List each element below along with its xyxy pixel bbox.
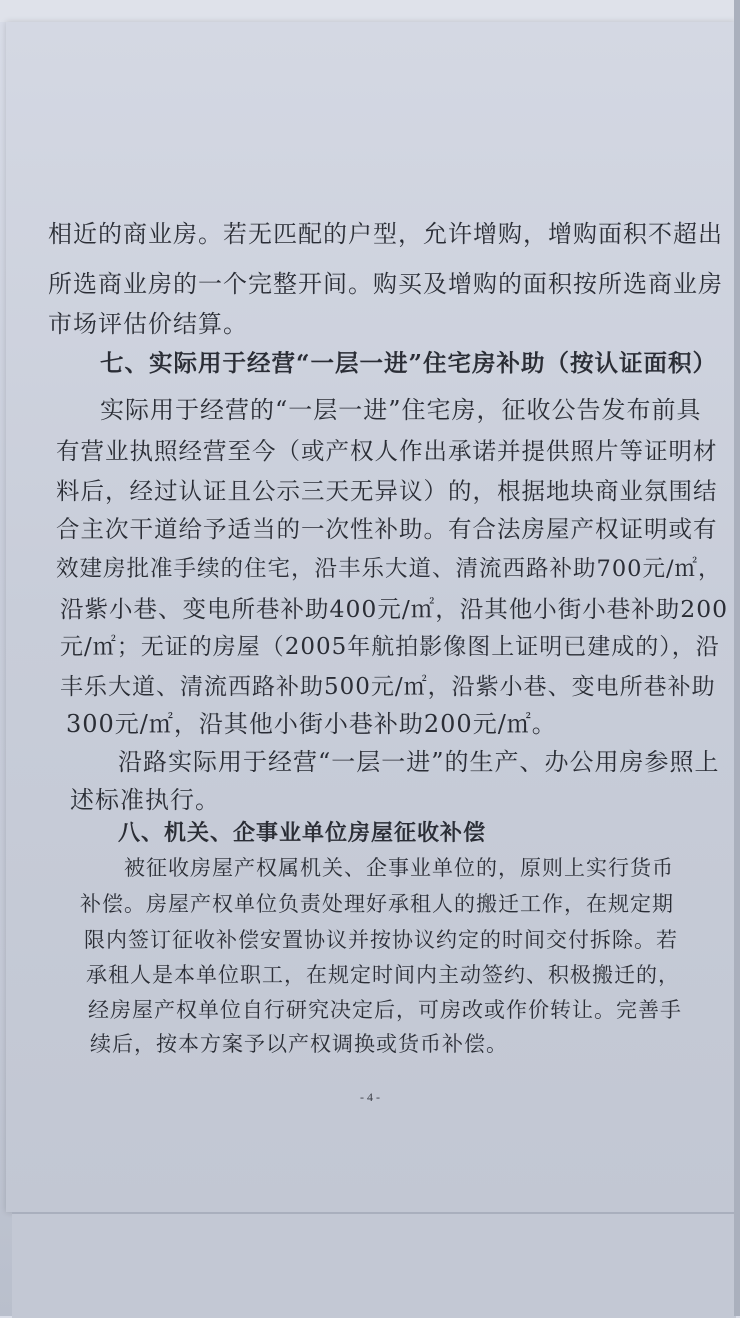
- body-line: 续后，按本方案予以产权调换或货币补偿。: [90, 1032, 508, 1056]
- body-line: 市场评估价结算。: [48, 310, 248, 338]
- body-line: 限内签订征收补偿安置协议并按协议约定的时间交付拆除。若: [84, 928, 678, 952]
- section-heading-8: 八、机关、企事业单位房屋征收补偿: [118, 820, 487, 846]
- section-heading-7: 七、实际用于经营“一层一进”住宅房补助（按认证面积）: [100, 349, 718, 377]
- body-line: 丰乐大道、清流西路补助500元/㎡，沿紫小巷、变电所巷补助: [60, 674, 716, 700]
- paper-top-edge: [0, 0, 740, 22]
- body-line: 效建房批准手续的住宅，沿丰乐大道、清流西路补助700元/㎡，: [56, 556, 722, 582]
- body-line: 述标准执行。: [70, 786, 220, 814]
- body-line: 300元/㎡，沿其他小街小巷补助200元/㎡。: [66, 710, 557, 738]
- body-line: 承租人是本单位职工，在规定时间内主动签约、积极搬迁的，: [86, 963, 680, 987]
- body-line: 元/㎡；无证的房屋（2005年航拍影像图上证明已建成的），沿: [60, 634, 720, 660]
- next-page-edge: [12, 1212, 736, 1318]
- body-line: 合主次干道给予适当的一次性补助。有合法房屋产权证明或有: [56, 515, 718, 543]
- body-line: 相近的商业房。若无匹配的户型，允许增购，增购面积不超出: [48, 220, 723, 248]
- body-line: 沿路实际用于经营“一层一进”的生产、办公用房参照上: [118, 748, 720, 776]
- body-line: 沿紫小巷、变电所巷补助400元/㎡，沿其他小街小巷补助200: [60, 595, 729, 623]
- page-right-edge: [734, 0, 740, 1316]
- body-line: 实际用于经营的“一层一进”住宅房，征收公告发布前具: [100, 396, 702, 424]
- body-line: 被征收房屋产权属机关、企事业单位的，原则上实行货币: [124, 856, 674, 880]
- body-line: 有营业执照经营至今（或产权人作出承诺并提供照片等证明材: [56, 437, 718, 465]
- body-line: 经房屋产权单位自行研究决定后，可房改或作价转让。完善手: [88, 998, 682, 1022]
- body-line: 所选商业房的一个完整开间。购买及增购的面积按所选商业房: [48, 270, 723, 298]
- body-line: 补偿。房屋产权单位负责处理好承租人的搬迁工作，在规定期: [80, 892, 674, 916]
- page-number: - 4 -: [360, 1090, 380, 1104]
- body-line: 料后，经过认证且公示三天无异议）的，根据地块商业氛围结: [56, 477, 718, 505]
